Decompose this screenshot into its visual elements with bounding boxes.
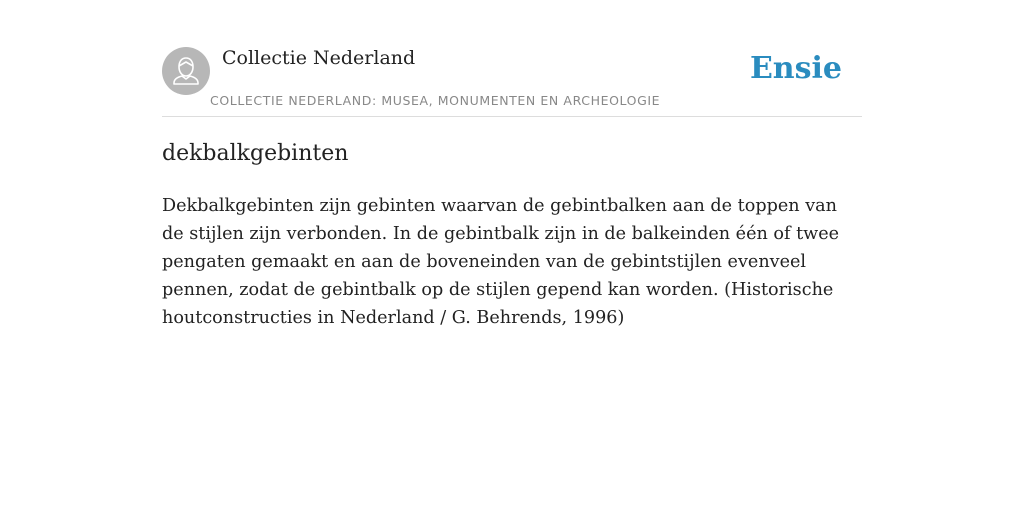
article-body: Dekbalkgebinten zijn gebinten waarvan de gebintbalken aan de toppen van de stijlen zijn verbonden. In de gebintbalk zijn in de balkeinden één of twee pengaten gemaakt en aan de boveneinden van de gebintstijlen evenveel pennen, zodat de gebintbalk op de stijlen gepend kan worden. (Historische houtconstructies in Nederland / G. Behrends, 1996)	[162, 196, 840, 328]
author-subtitle[interactable]: COLLECTIE NEDERLAND: MUSEA, MONUMENTEN EN ARCHEOLOGIE	[210, 93, 661, 108]
ensie-logo[interactable]: Ensie	[749, 51, 842, 86]
user-silhouette-icon	[162, 47, 210, 95]
article-title: dekbalkgebinten	[162, 141, 349, 166]
author-header	[162, 46, 862, 117]
avatar[interactable]	[162, 47, 210, 95]
author-name[interactable]: Collectie Nederland	[222, 47, 416, 69]
